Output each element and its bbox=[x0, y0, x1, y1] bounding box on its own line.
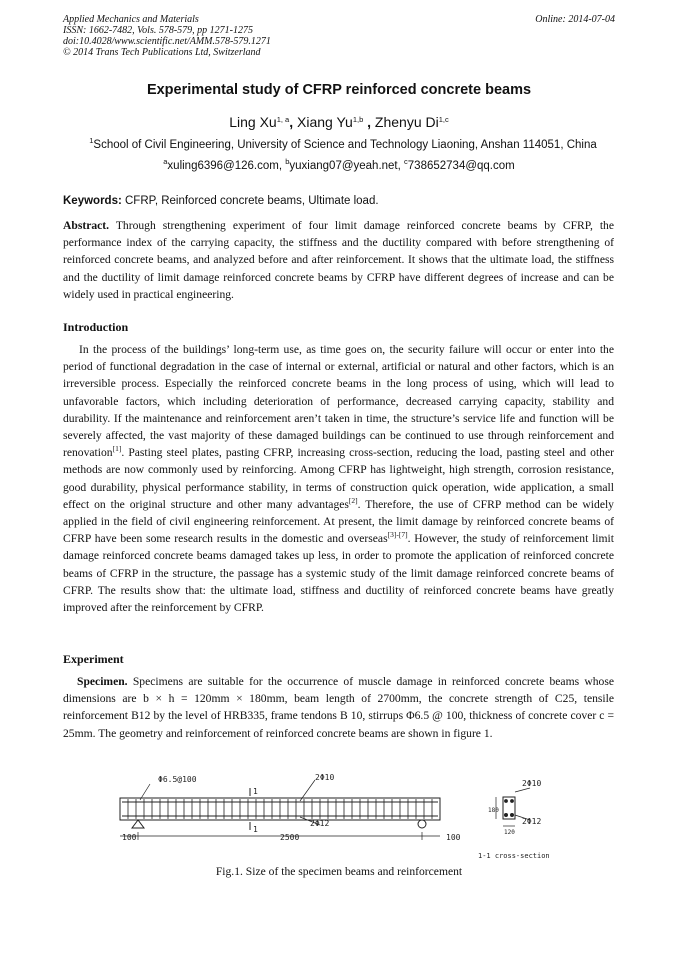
section-title: 1-1 cross-section bbox=[478, 852, 550, 860]
bottom-bar-label: 2Φ12 bbox=[310, 819, 330, 828]
section-mark-top: 1 bbox=[253, 787, 258, 796]
email-link[interactable]: xuling6396@126.com bbox=[167, 160, 279, 172]
author-name: Ling Xu bbox=[229, 114, 277, 130]
author-sup: 1,b bbox=[352, 115, 364, 124]
support-left-label: 100 bbox=[122, 833, 137, 842]
section-height-label: 180 bbox=[488, 807, 499, 814]
section-heading-experiment: Experiment bbox=[63, 652, 124, 666]
stirrup-label: Φ6.5@100 bbox=[158, 775, 197, 784]
support-right-label: 100 bbox=[446, 833, 461, 842]
citation[interactable]: [1] bbox=[112, 444, 122, 454]
issn: ISSN: 1662-7482, Vols. 578-579, pp 1271-1275 bbox=[63, 25, 253, 36]
right-support bbox=[418, 820, 426, 828]
figure-caption: Fig.1. Size of the specimen beams and reinforcement bbox=[215, 865, 463, 878]
beam-figure bbox=[110, 770, 570, 865]
abstract: Abstract. Through strengthening experiment of four limit damage reinforced concrete beams by CFRP, the performance index of the carrying capacity, the stiffness and the ductility compared with before strengthening of reinforced concrete beams, and analyzed before and after reinforcement. It shows that the ultimate load, the stiffness and the ductility of limit damage reinforced concrete beams by CFRP have different degrees of increase and can be widely used in practical engineering. bbox=[63, 219, 614, 301]
author-sup: 1, a bbox=[276, 115, 290, 124]
online-date: Online: 2014-07-04 bbox=[535, 14, 615, 25]
section-bottom-label: 2Φ12 bbox=[522, 817, 542, 826]
author-name: Xiang Yu bbox=[297, 114, 353, 130]
journal-header bbox=[63, 14, 615, 58]
section-top-label: 2Φ10 bbox=[522, 779, 542, 788]
experiment-paragraph: Specimen. Specimens are suitable for the occurrence of muscle damage in reinforced concrete beams whose dimensions are b × h = 120mm × 180mm, beam length of 2700mm, the concrete strength of C25, tensile reinforcement B12 by the level of HRB335, frame tendons B 10, stirrups Φ6.5 @ 100, thickness of concrete cover c = 25mm. The geometry and reinforcement of reinforced concrete beams are shown in figure 1. bbox=[63, 675, 614, 740]
author-sup: 1,c bbox=[438, 115, 449, 124]
introduction-paragraph: In the process of the buildings’ long-term use, as time goes on, the security failure will occur or enter into the period of functional degradation in the case of internal or external, artificial or natural and other factors, which is an irreversible process. Especially the reinforced concrete beams in the long process of using, which will lead to unfavorable factors, which including deterioration of performance, decreased carrying capacity, stability and durability. If the maintenance and reinforcement aren’t taken in time, the structure’s service life and function will be severely affected, the vast majority of these damaged buildings can be continued to use through reinforcement and renovation[1]. Pasting steel plates, pasting CFRP, increasing cross-section, reducing the load, pasting steel and other methods are now commonly used by reinforcing. Among CFRP has lightweight, high strength, corrosion resistance, good durability, physical performance stability, in terms of construction quick operation, wide application, a small effect on the original structure and other many advantages[2]. Therefore, the use of CFRP method can be widely applied in the field of civil engineering reinforcement. At present, the limit damage by reinforced concrete beams of CFRP have been some research results in the domestic and overseas[3]-[7]. However, the study of reinforcement limit damage reinforced concrete beams damaged takes up less, in order to promote the application of reinforced concrete beams of CFRP in the structure, the passage has a systemic study of the limit damage reinforced concrete beams of CFRP. The results show that: the ultimate load, stiffness and ductility of reinforced concrete beams have greatly improved after the reinforcement by CFRP. bbox=[63, 343, 614, 615]
email-link[interactable]: 738652734@qq.com bbox=[407, 160, 515, 172]
affiliation: $^1$School of Civil Engineering, University of Science and Technology Liaoning, Anshan 114051, China bbox=[89, 136, 597, 151]
email-list: $^a$xuling6396@126.com, $^b$yuxiang07@yeah.net, $^c$738652734@qq.com bbox=[163, 157, 515, 172]
section-heading-introduction: Introduction bbox=[63, 320, 129, 334]
span-label: 2500 bbox=[280, 833, 300, 842]
top-bar-label: 2Φ10 bbox=[315, 773, 335, 782]
journal-name: Applied Mechanics and Materials bbox=[63, 14, 199, 25]
author-list: Ling Xu$^{1, a}$, Xiang Yu$^{1,b}$ , Zhenyu Di$^{1,c}$ bbox=[229, 114, 449, 130]
citation[interactable]: [3]-[7] bbox=[387, 530, 408, 540]
left-support bbox=[132, 820, 144, 828]
abstract-label: Abstract. bbox=[63, 219, 110, 232]
doi: doi:10.4028/www.scientific.net/AMM.578-579.1271 bbox=[63, 36, 271, 47]
author-name: Zhenyu Di bbox=[374, 114, 439, 130]
copyright: © 2014 Trans Tech Publications Ltd, Switzerland bbox=[63, 47, 261, 58]
citation[interactable]: [2] bbox=[348, 495, 358, 505]
keywords: Keywords: CFRP, Reinforced concrete beams, Ultimate load. bbox=[63, 195, 379, 207]
email-link[interactable]: yuxiang07@yeah.net bbox=[289, 160, 398, 172]
paper-title: Experimental study of CFRP reinforced concrete beams bbox=[146, 82, 532, 98]
section-width-label: 120 bbox=[504, 829, 515, 836]
section-mark-bottom: 1 bbox=[253, 825, 258, 834]
